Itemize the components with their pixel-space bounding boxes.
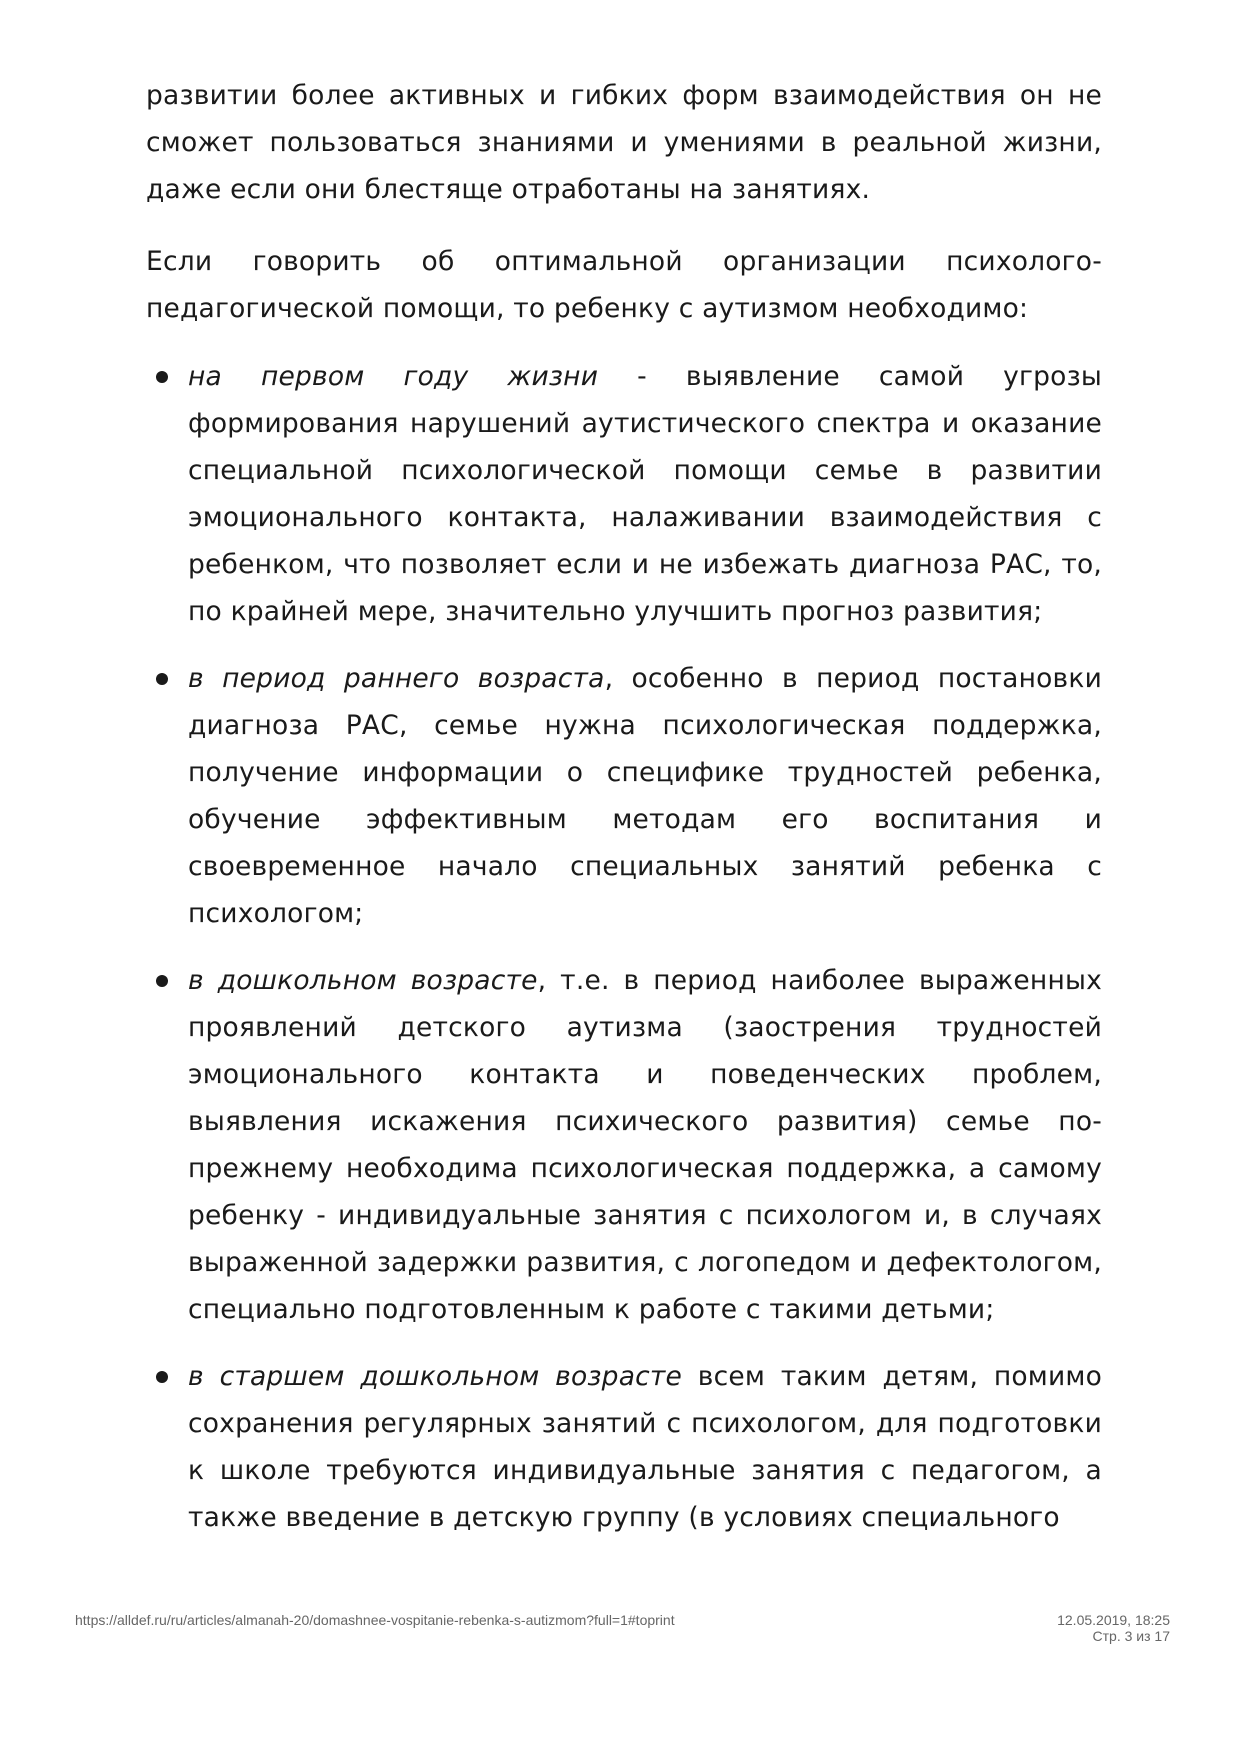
paragraph-intro: Если говорить об оптимальной организации психолого-педагогической помощи, то ребенку с аутизмом необходимо: xyxy=(146,246,1102,324)
item-lead: на первом году жизни xyxy=(188,361,599,392)
list-item xyxy=(146,1353,1102,1541)
footer-url[interactable]: https://alldef.ru/ru/articles/almanah-20/domashnee-vospitanie-rebenka-s-autizmom?full=1#toprint xyxy=(75,1612,675,1628)
item-text: , особенно в период постановки диагноза РАС, семье нужна психологическая поддержка, получение информации о специфике трудностей ребенка, обучение эффективным методам его воспитания и своевременное начало специальных занятий ребенка с психологом; xyxy=(188,663,1102,929)
footer-meta xyxy=(1057,1612,1170,1644)
item-lead: в период раннего возраста xyxy=(188,663,605,694)
footer-page-number: Стр. 3 из 17 xyxy=(1092,1628,1170,1644)
item-lead: в старшем дошкольном возрасте xyxy=(188,1361,683,1392)
item-lead: в дошкольном возрасте xyxy=(188,965,538,996)
bullet-icon xyxy=(156,975,168,987)
bullet-icon xyxy=(156,371,168,383)
bullet-icon xyxy=(156,1371,168,1383)
paragraph-continuation: развитии более активных и гибких форм взаимодействия он не сможет пользоваться знаниями и умениями в реальной жизни, даже если они блестяще отработаны на занятиях. xyxy=(146,80,1102,205)
recommendations-list xyxy=(146,353,1102,1541)
list-item xyxy=(146,655,1102,937)
item-text: , т.е. в период наиболее выраженных проявлений детского аутизма (заострения трудностей эмоционального контакта и поведенческих проблем, выявления искажения психического развития) семье по-прежнему необходима психологическая поддержка, а самому ребенку - индивидуальные занятия с психологом и, в случаях выраженной задержки развития, с логопедом и дефектологом, специально подготовленным к работе с такими детьми; xyxy=(188,965,1102,1325)
list-item xyxy=(146,353,1102,635)
item-text: - выявление самой угрозы формирования нарушений аутистического спектра и оказание специальной психологической помощи семье в развитии эмоционального контакта, налаживании взаимодействия с ребенком, что позволяет если и не избежать диагноза РАС, то, по крайней мере, значительно улучшить прогноз развития; xyxy=(188,361,1102,627)
bullet-icon xyxy=(156,673,168,685)
footer-datetime: 12.05.2019, 18:25 xyxy=(1057,1612,1170,1628)
list-item xyxy=(146,957,1102,1333)
item-text: всем таким детям, помимо сохранения регулярных занятий с психологом, для подготовки к школе требуются индивидуальные занятия с педагогом, а также введение в детскую группу (в условиях специального xyxy=(188,1361,1103,1533)
document-body xyxy=(146,72,1102,1561)
